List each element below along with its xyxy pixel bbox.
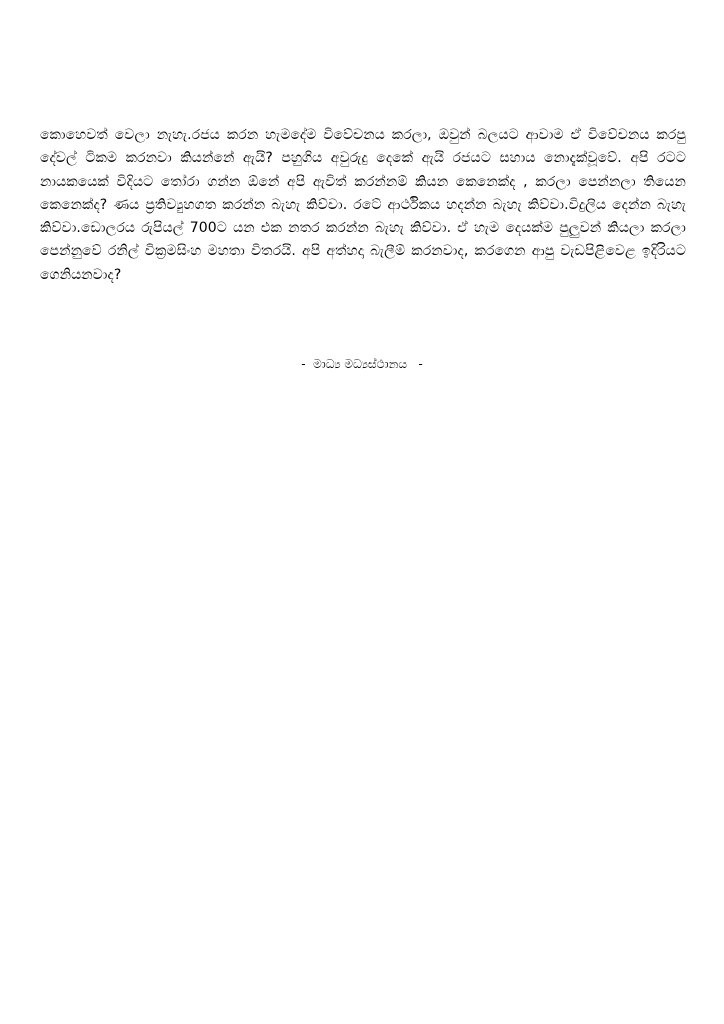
body-paragraph: කොහෙවත් වෙලා නැහැ.රජය කරන හැමදේම විවේචනය කරලා, ඔවුන් බලයට ආවාම ඒ විවේචනය කරපු දේවල් ටිකම කරනවා කියන්නේ ඇයි? පහුගිය අවුරුදු දෙකේ ඇයි රජයට සහාය නොදැක්වූවේ. අපි රටට නායකයෙක් විදියට තෝරා ගන්න ඕනේ අපි ඇවිත් කරන්නම් කියන කෙනෙක්ද , කරලා පෙන්නලා තියෙන කෙනෙක්ද? ණය ප්‍රතිව්‍යුහගත කරන්න බැහැ කිව්වා. රටේ ආර්ථිකය හදන්න බැහැ කිව්වා.විදුලිය දෙන්න බැහැ කිව්වා.ඩොලරය රුපියල් 700ට යන එක නතර කරන්න බැහැ කිව්වා. ඒ හැම දෙයක්ම පුලුවන් කියලා කරලා පෙන්නුවේ රනිල් වික්‍රමසිංහ මහතා විතරයි. අපි අත්හදා බැලීම් කරනවාද, කරගෙන ආපු වැඩපිළිවෙළ ඉදිරියට ගෙනියනවාද? [40,127,686,283]
signature-line: - මාධ්‍ය මධ්‍යස්ථානය - [301,357,423,371]
